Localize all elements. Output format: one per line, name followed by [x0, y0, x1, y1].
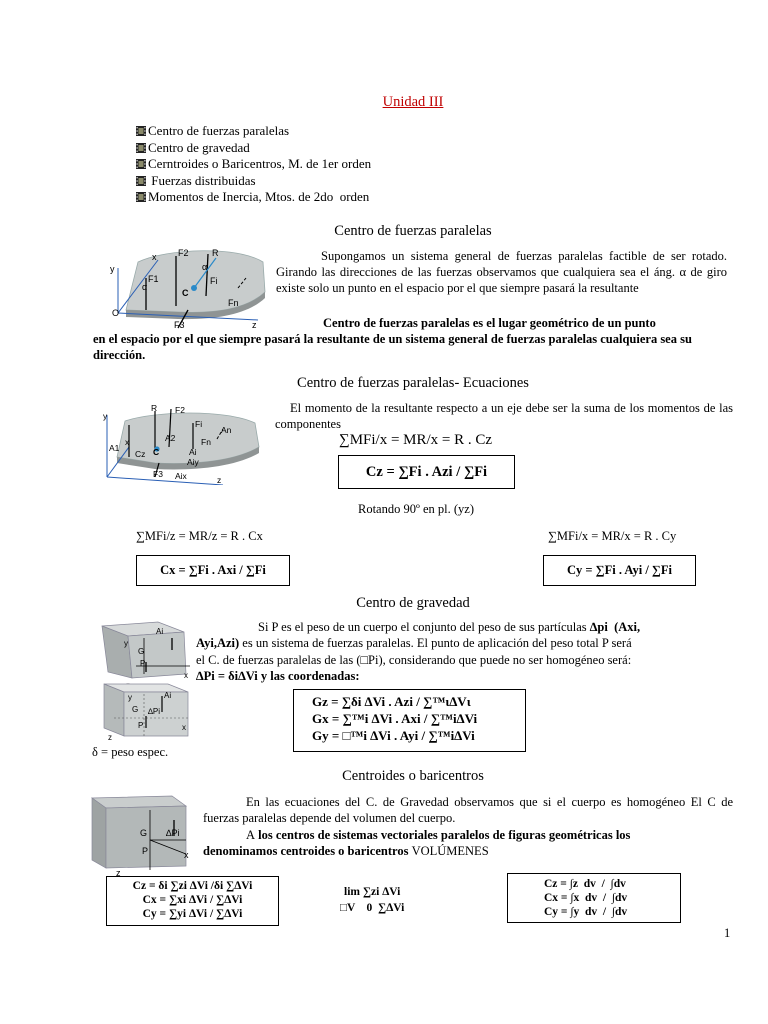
s4-line-3-b: VOLÚMENES [411, 844, 489, 858]
svg-text:∆Pi: ∆Pi [166, 828, 180, 838]
svg-text:R: R [212, 248, 219, 258]
s1-paragraph: Supongamos un sistema general de fuerzas paralelas factible de ser rotado. Girando las direcciones de las fuerzas observamos que cualquiera sea el áng. α de giro existe solo un punto en el espacio por el que siempre pasará la resultante [276, 249, 727, 295]
formula-sum-cz: Cz = δi ∑zi ∆Vi /δi ∑∆Vi [132, 880, 253, 892]
formula-int-cz: Cz = ∫z dv / ∫dv [544, 878, 626, 890]
rotation-note: Rotando 90º en pl. (yz) [358, 502, 475, 516]
svg-text:Fi: Fi [195, 419, 203, 429]
svg-text:F3: F3 [174, 320, 185, 330]
formula-int-cy: Cy = ∫y dv / ∫dv [544, 906, 628, 918]
svg-text:∆Pi: ∆Pi [148, 707, 161, 716]
s4-line-2-b: los centros de sistemas vectoriales paralelos de figuras geométricas los [255, 828, 631, 842]
svg-text:y: y [103, 411, 108, 421]
svg-text:P: P [142, 846, 149, 856]
topic-label: Centro de fuerzas paralelas [148, 123, 290, 138]
s3-line-4: ∆Pi = δi∆Vi y las coordenadas: [196, 669, 360, 683]
topic-label: Fuerzas distribuidas [148, 172, 256, 188]
film-bullet-icon [136, 159, 146, 169]
list-item [136, 156, 371, 173]
s4-line-3-a: denominamos centroides o baricentros [203, 844, 412, 858]
svg-text:F2: F2 [175, 405, 185, 415]
eq-moment-x: ∑MFi/x = MR/x = R . Cz [339, 432, 493, 448]
film-bullet-icon [136, 143, 146, 153]
formula-box-cz: Cz = ∑Fi . Azi / ∑Fi [338, 455, 515, 489]
eq-moment-z: ∑MFi/z = MR/z = R . Cx [136, 529, 263, 543]
limit-numerator: lim ∑zi ∆Vi [344, 886, 401, 898]
svg-text:z: z [252, 320, 257, 330]
s3-line-1-text: Si P es el peso de un cuerpo el conjunto del peso de sus partículas [258, 620, 590, 634]
topic-list [136, 123, 371, 206]
svg-text:x: x [184, 671, 188, 680]
section-heading-centro-fuerzas: Centro de fuerzas paralelas [334, 223, 492, 239]
limit-denominator: □V 0 ∑∆Vi [340, 902, 405, 914]
svg-text:Ai: Ai [164, 691, 172, 700]
svg-text:z: z [116, 868, 121, 876]
svg-text:An: An [221, 425, 232, 435]
s3-line-2 [196, 635, 736, 651]
svg-text:G: G [132, 705, 139, 714]
page-number: 1 [724, 926, 731, 940]
film-bullet-icon [136, 126, 146, 136]
page-title: Unidad III [382, 94, 444, 110]
centroid-sum-box [106, 876, 279, 926]
s1-definition-rest: en el espacio por el que siempre pasará la resultante de un sistema general de fuerzas paralelas cualquiera sea su dirección. [93, 332, 692, 362]
formula-gz: Gz = ∑δi ∆Vi . Azi / ∑™ι∆Vι [312, 694, 471, 709]
svg-text:A2: A2 [165, 433, 176, 443]
parallel-forces-figure [98, 240, 268, 332]
list-item [136, 189, 371, 206]
formula-sum-cx: Cx = ∑xi ∆Vi / ∑∆Vi [142, 894, 243, 906]
svg-text:y: y [110, 264, 115, 274]
s3-line-2-bold: Ayi,Azi) [196, 636, 240, 650]
svg-text:x: x [125, 437, 130, 447]
list-item [136, 140, 371, 157]
svg-text:C: C [153, 447, 160, 457]
film-bullet-icon [136, 192, 146, 202]
svg-text:Ai: Ai [156, 627, 164, 636]
svg-text:z: z [108, 733, 112, 742]
svg-text:x: x [184, 850, 189, 860]
svg-text:F3: F3 [153, 469, 163, 479]
section-heading-ecuaciones: Centro de fuerzas paralelas- Ecuaciones [297, 375, 529, 391]
film-bullet-icon [136, 176, 146, 186]
section-heading-gravedad: Centro de gravedad [356, 595, 470, 611]
svg-text:G: G [138, 647, 145, 656]
limit-expression [340, 884, 404, 916]
centroid-integral-box [507, 873, 681, 923]
s1-definition-lead: Centro de fuerzas paralelas es el lugar geométrico de un punto [323, 316, 656, 330]
svg-text:Aix: Aix [175, 471, 187, 481]
svg-text:x: x [182, 723, 186, 732]
s3-line-1 [258, 619, 733, 635]
svg-text:y: y [124, 639, 128, 648]
svg-text:R: R [151, 403, 158, 413]
topic-label: Centro de gravedad [148, 139, 250, 155]
gravity-formula-box [293, 689, 526, 752]
svg-text:A1: A1 [109, 443, 120, 453]
svg-text:Cz: Cz [135, 449, 146, 459]
density-note: δ = peso espec. [92, 745, 169, 759]
svg-text:P: P [140, 659, 146, 668]
svg-text:Fn: Fn [228, 298, 239, 308]
svg-text:Ai: Ai [189, 447, 197, 457]
center-of-gravity-figure [98, 618, 194, 742]
s4-paragraph-1: En las ecuaciones del C. de Gravedad observamos que si el cuerpo es homogéneo El C de fuerzas paralelas depende del volumen del cuerpo. [203, 795, 733, 825]
formula-sum-cy: Cy = ∑yi ∆Vi / ∑∆Vi [142, 908, 243, 920]
s3-line-2-text: es un sistema de fuerzas paralelas. El punto de aplicación del peso total P será [239, 636, 632, 650]
svg-text:x: x [152, 252, 157, 262]
formula-gx: Gx = ∑™i ∆Vi . Axi / ∑™i∆Vi [312, 711, 478, 726]
s4-line-2 [203, 827, 768, 843]
section-heading-centroides: Centroides o baricentros [342, 768, 484, 784]
svg-text:C: C [182, 288, 189, 298]
svg-text:F2: F2 [178, 248, 189, 258]
svg-text:Aiy: Aiy [187, 457, 199, 467]
formula-gy: Gy = □™i ∆Vi . Ayi / ∑™i∆Vi [312, 728, 475, 743]
formula-box-cx: Cx = ∑Fi . Axi / ∑Fi [136, 555, 290, 586]
svg-text:Fi: Fi [210, 276, 218, 286]
formula-int-cx: Cx = ∫x dv / ∫dv [544, 892, 628, 904]
list-item [136, 123, 371, 140]
svg-text:G: G [140, 828, 148, 838]
svg-text:α: α [142, 282, 148, 292]
s4-line-2-a: A [246, 828, 256, 842]
topic-label: Cerntroides o Baricentros, M. de 1er orden [148, 156, 372, 171]
s4-line-3 [203, 843, 489, 859]
s3-line-3: el C. de fuerzas paralelas de las (□Pi), considerando que puede no ser homogéneo será: [196, 653, 632, 667]
svg-text:F1: F1 [148, 274, 159, 284]
list-item [136, 173, 371, 190]
svg-text:α: α [202, 262, 208, 272]
svg-text:P: P [138, 721, 144, 730]
svg-text:O: O [112, 308, 120, 318]
s2-paragraph: El momento de la resultante respecto a un eje debe ser la suma de los momentos de las componentes [275, 401, 733, 431]
topic-label: Momentos de Inercia, Mtos. de 2do orden [148, 189, 370, 204]
svg-text:y: y [128, 693, 132, 702]
formula-box-cy: Cy = ∑Fi . Ayi / ∑Fi [543, 555, 696, 586]
volume-centroid-figure [90, 790, 190, 876]
s3-line-1-bold: ∆pi (Axi, [589, 620, 641, 634]
svg-text:Fn: Fn [201, 437, 211, 447]
centroid-forces-figure [95, 397, 265, 485]
svg-text:z: z [217, 475, 222, 485]
eq-moment-x-cy: ∑MFi/x = MR/x = R . Cy [548, 529, 677, 543]
